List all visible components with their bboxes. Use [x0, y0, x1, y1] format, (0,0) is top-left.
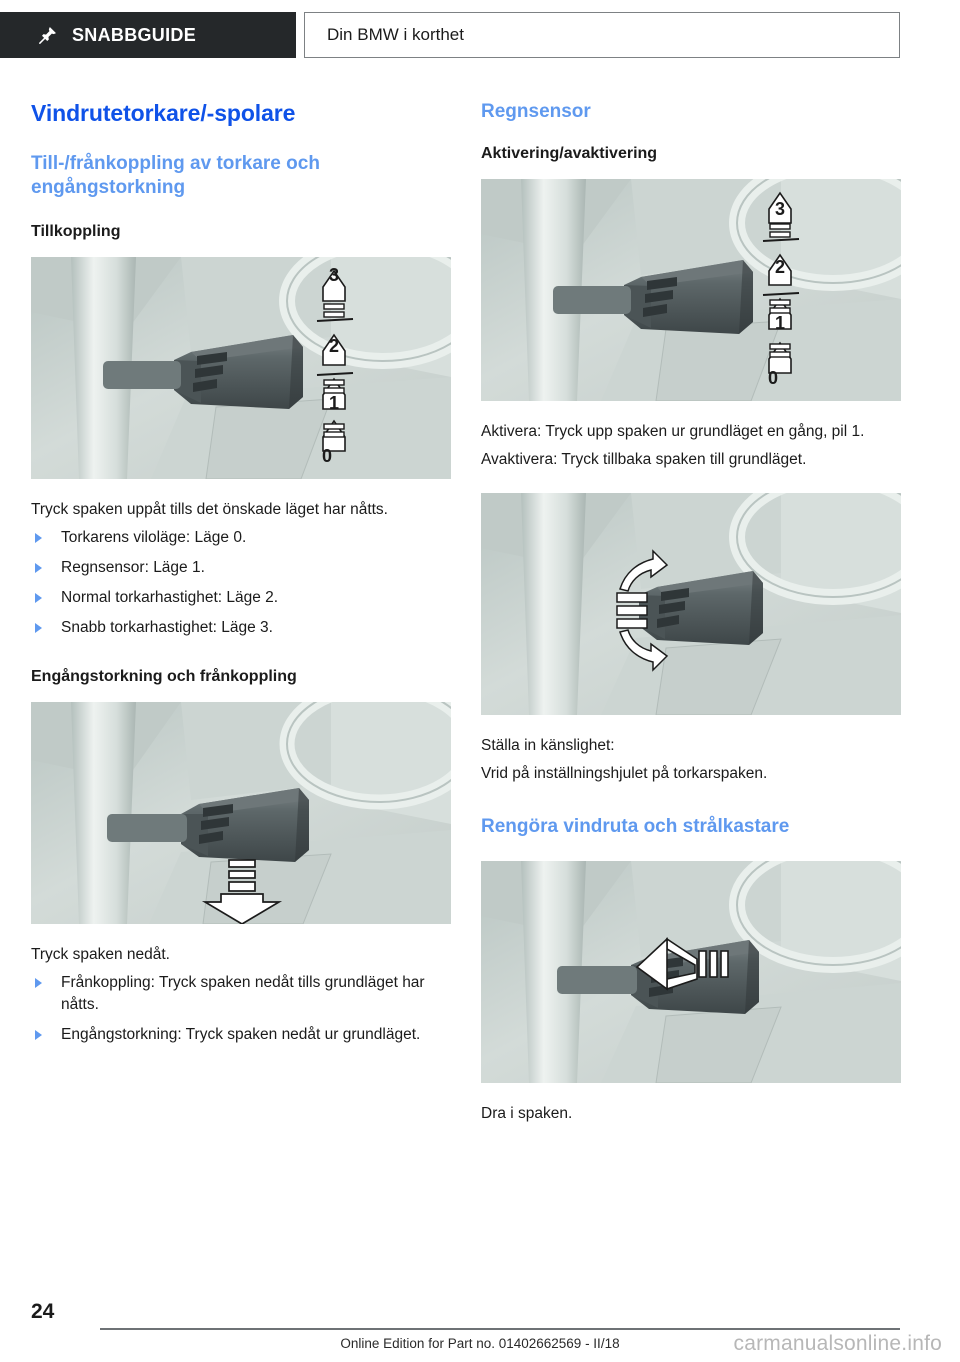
- sub-title-engangstorkning: Engångstorkning och frånkoppling: [31, 668, 297, 686]
- chapter-title: Vindrutetorkare/-spolare: [31, 100, 296, 126]
- right-column: [481, 100, 901, 1125]
- figure-sensitivity-wheel: [481, 493, 901, 715]
- list-item: [31, 1024, 451, 1046]
- figure-pull-lever: [481, 861, 901, 1083]
- figure1-label-0: 0: [321, 446, 333, 467]
- sub-title-tillkoppling: Tillkoppling: [31, 223, 121, 241]
- paragraph-press-lever-down: Tryck spaken nedåt.: [31, 945, 170, 963]
- bullet-list-wiper-positions: [31, 527, 451, 639]
- list-item: [31, 617, 451, 639]
- page-footer: [0, 1300, 960, 1362]
- section-title-rengora-vindruta: Rengöra vindruta och strålkastare: [481, 816, 790, 838]
- watermark: carmanualsonline.info: [733, 1332, 942, 1355]
- list-item: [31, 972, 451, 1016]
- paragraph-stalla-in-kanslighet: Ställa in känslighet:: [481, 737, 615, 755]
- left-column: [31, 100, 451, 1054]
- triangle-bullet-icon: [35, 623, 42, 633]
- triangle-bullet-icon: [35, 533, 42, 543]
- bullet-list-off-single-wipe: [31, 972, 451, 1046]
- list-item-label: Frånkoppling: Tryck spaken nedåt tills grundläget har nåtts.: [61, 973, 425, 1013]
- figure3-label-0: 0: [767, 368, 779, 389]
- list-item-label: Engångstorkning: Tryck spaken nedåt ur grundläget.: [61, 1025, 421, 1043]
- figure-wiper-stalk-down: [31, 702, 451, 924]
- list-item-label: Snabb torkarhastighet: Läge 3.: [61, 619, 273, 637]
- list-item: [31, 527, 451, 549]
- paragraph-vrid-installningshjulet: Vrid på inställningshjulet på torkarspaken.: [481, 765, 768, 783]
- tab-din-bmw-i-korthet[interactable]: [304, 12, 900, 58]
- paragraph-avaktivera: Avaktivera: Tryck tillbaka spaken till grundläget.: [481, 451, 807, 469]
- figure3-label-3: 3: [774, 199, 786, 220]
- list-item: [31, 587, 451, 609]
- pin-icon: [38, 25, 58, 45]
- figure-wiper-stalk-up: [31, 257, 451, 479]
- triangle-bullet-icon: [35, 563, 42, 573]
- page-header: [0, 12, 960, 58]
- triangle-bullet-icon: [35, 1030, 42, 1040]
- paragraph-press-lever-up: Tryck spaken uppåt tills det önskade läget har nåtts.: [31, 501, 388, 519]
- tab-snabbguide-label: SNABBGUIDE: [72, 24, 197, 45]
- figure1-label-2: 2: [328, 336, 340, 357]
- triangle-bullet-icon: [35, 593, 42, 603]
- triangle-bullet-icon: [35, 978, 42, 988]
- list-item-label: Regnsensor: Läge 1.: [61, 559, 205, 577]
- list-item-label: Torkarens viloläge: Läge 0.: [61, 529, 247, 547]
- figure3-label-1: 1: [774, 313, 786, 334]
- section-title-wiper-on-off: Till-/frånkoppling av torkare och engångstorkning: [31, 152, 320, 198]
- list-item-label: Normal torkarhastighet: Läge 2.: [61, 589, 279, 607]
- figure3-label-2: 2: [774, 257, 786, 278]
- footer-edition-note: Online Edition for Part no. 01402662569 - II/18: [340, 1336, 620, 1351]
- figure-rain-sensor-stalk-up: [481, 179, 901, 401]
- footer-divider: [100, 1328, 900, 1330]
- page-number: 24: [31, 1300, 55, 1323]
- tab-snabbguide[interactable]: [0, 12, 296, 58]
- figure1-label-1: 1: [328, 393, 340, 414]
- sub-title-aktivering-avaktivering: Aktivering/avaktivering: [481, 145, 658, 163]
- tab-din-bmw-i-korthet-label: Din BMW i korthet: [327, 25, 464, 44]
- list-item: [31, 557, 451, 579]
- section-title-regnsensor: Regnsensor: [481, 101, 591, 122]
- paragraph-dra-i-spaken: Dra i spaken.: [481, 1105, 573, 1123]
- paragraph-aktivera: Aktivera: Tryck upp spaken ur grundläget en gång, pil 1.: [481, 423, 865, 441]
- figure1-label-3: 3: [328, 265, 340, 286]
